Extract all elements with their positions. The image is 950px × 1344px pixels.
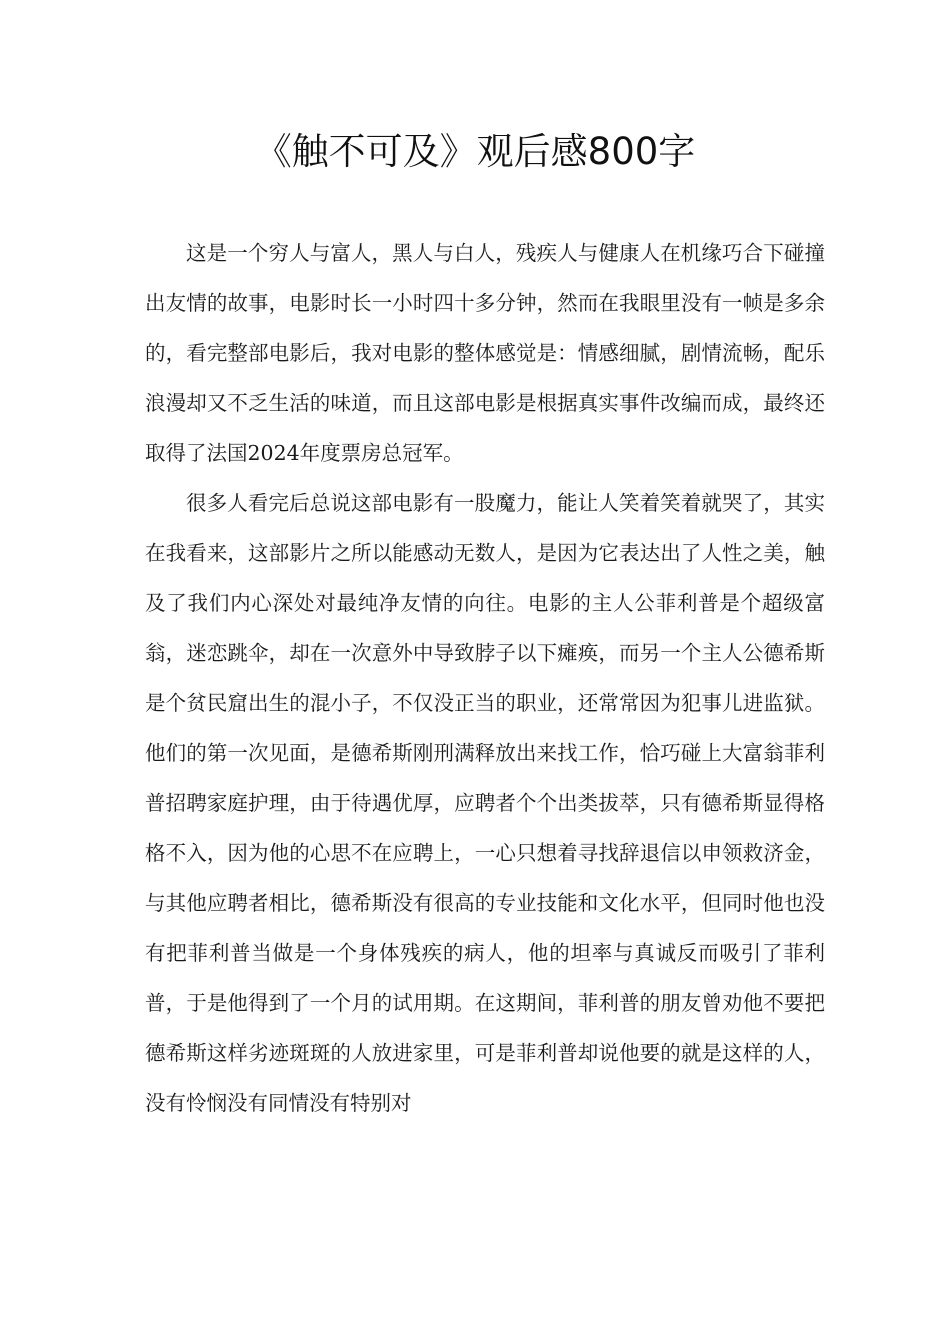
document-body	[145, 228, 825, 1128]
document-title: 《触不可及》观后感800字	[254, 130, 696, 173]
paragraph: 很多人看完后总说这部电影有一股魔力，能让人笑着笑着就哭了，其实在我看来，这部影片之所以能感动无数人，是因为它表达出了人性之美，触及了我们内心深处对最纯净友情的向往。电影的主人公菲利普是个超级富翁，迷恋跳伞，却在一次意外中导致脖子以下瘫痪，而另一个主人公德希斯是个贫民窟出生的混小子，不仅没正当的职业，还常常因为犯事儿进监狱。他们的第一次见面，是德希斯刚刑满释放出来找工作，恰巧碰上大富翁菲利普招聘家庭护理，由于待遇优厚，应聘者个个出类拔萃，只有德希斯显得格格不入，因为他的心思不在应聘上，一心只想着寻找辞退信以申领救济金，与其他应聘者相比，德希斯没有很高的专业技能和文化水平，但同时他也没有把菲利普当做是一个身体残疾的病人，他的坦率与真诚反而吸引了菲利普，于是他得到了一个月的试用期。在这期间，菲利普的朋友曾劝他不要把德希斯这样劣迹斑斑的人放进家里，可是菲利普却说他要的就是这样的人，没有怜悯没有同情没有特别对	[145, 491, 825, 1115]
paragraph: 这是一个穷人与富人，黑人与白人，残疾人与健康人在机缘巧合下碰撞出友情的故事，电影时长一小时四十多分钟，然而在我眼里没有一帧是多余的，看完整部电影后，我对电影的整体感觉是：情感细腻，剧情流畅，配乐浪漫却又不乏生活的味道，而且这部电影是根据真实事件改编而成，最终还取得了法国2024年度票房总冠军。	[145, 241, 825, 465]
